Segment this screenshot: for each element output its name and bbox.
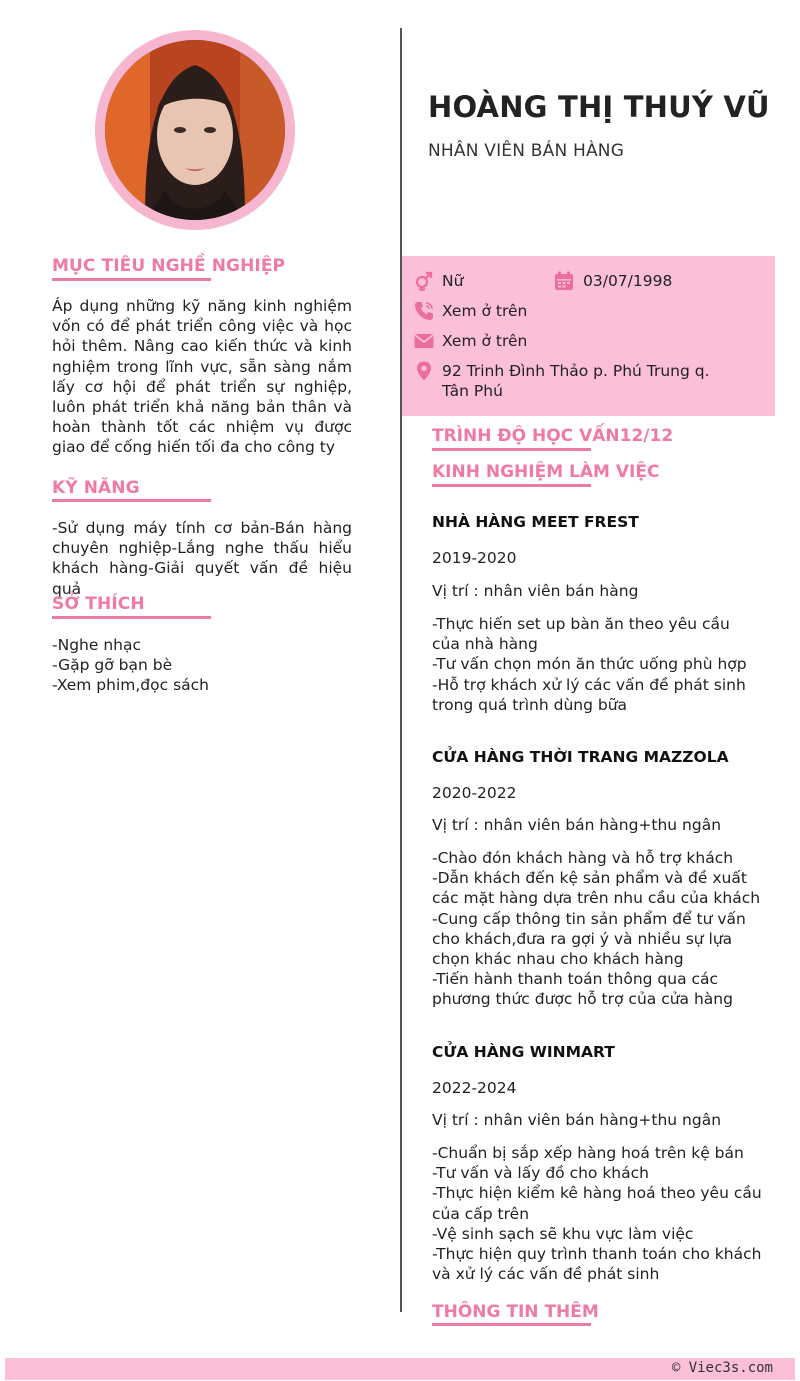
email-value: Xem ở trên [442,332,528,350]
contact-panel [402,256,775,416]
duty-item: -Cung cấp thông tin sản phẩm để tư vấn cho khách,đưa ra gợi ý và nhiều sự lựa chọn khác nhau cho khách hàng [432,909,746,969]
duty-item: -Thực hiến set up bàn ăn theo yêu cầu của nhà hàng [432,615,730,654]
job-title: NHÂN VIÊN BÁN HÀNG [428,141,625,161]
phone-icon [414,301,434,321]
phone-value: Xem ở trên [442,302,528,320]
job-period: 2019-2020 [432,549,517,567]
job-position: Vị trí : nhân viên bán hàng+thu ngân [432,1111,722,1129]
duty-item: -Tư vấn và lấy đồ cho khách [432,1164,649,1183]
footer-bar [5,1358,795,1380]
job-position: Vị trí : nhân viên bán hàng+thu ngân [432,816,722,834]
address-value: 92 Trinh Đình Thảo p. Phú Trung q. Tân Phú [442,362,710,400]
hobbies-list [52,635,352,696]
job-position: Vị trí : nhân viên bán hàng [432,582,639,600]
duty-item: -Vệ sinh sạch sẽ khu vực làm việc [432,1224,694,1243]
duty-item: -Thực hiện kiểm kê hàng hoá theo yêu cầu của cấp trên [432,1184,762,1223]
skills-title: KỸ NĂNG [52,478,140,498]
skills-underline [52,499,211,502]
envelope-icon [414,331,434,351]
avatar-frame [95,30,295,230]
job-company: NHÀ HÀNG MEET FREST [432,513,639,531]
hobby-item: -Nghe nhạc [52,636,141,654]
duty-item: -Tiến hành thanh toán thông qua các phương thức được hỗ trợ của cửa hàng [432,970,733,1009]
hobby-item: -Gặp gỡ bạn bè [52,656,173,675]
education-title [432,426,673,446]
gender-value: Nữ [442,272,464,290]
avatar-portrait [105,40,285,220]
candidate-name: HOÀNG THỊ THUÝ VŨ [428,90,770,124]
job-company: CỬA HÀNG THỜI TRANG MAZZOLA [432,748,729,766]
objective-underline [52,278,211,281]
duty-item: -Chuẩn bị sắp xếp hàng hoá trên kệ bán [432,1144,744,1162]
objective-text: Áp dụng những kỹ năng kinh nghiệm vốn có để phát triển công việc và học hỏi thêm. Nâng cao kiến thức và kinh nghiệm trong lĩnh vực, sẵn sàng nắm lấy cơ hội để phát triển sự nghiệp, luôn phát triển khả năng bản thân và hoàn thành tốt các nhiệm vụ được giao để cống hiến tối đa cho công ty [52,297,352,457]
footer-copyright: © Viec3s.com [671,1360,773,1376]
hobby-item: -Xem phim,đọc sách [52,676,209,695]
education-value: 12/12 [619,426,674,446]
gender-icon [414,271,434,291]
job-duties [432,848,762,1010]
duty-item: -Chào đón khách hàng và hỗ trợ khách [432,849,734,867]
extra-info-underline [432,1323,591,1326]
experience-title: KINH NGHIỆM LÀM VIỆC [432,462,660,482]
job-company: CỬA HÀNG WINMART [432,1043,615,1061]
calendar-icon [554,271,574,291]
hobbies-title: SỞ THÍCH [52,594,145,614]
education-label: TRÌNH ĐỘ HỌC VẤN [432,426,620,446]
education-underline [432,448,591,451]
job-duties [432,1143,762,1284]
duty-item: -Dẫn khách đến kệ sản phẩm và đề xuất các mặt hàng dựa trên nhu cầu của khách [432,869,761,908]
job-period: 2020-2022 [432,784,517,802]
objective-title: MỤC TIÊU NGHỀ NGHIỆP [52,256,286,276]
job-duties [432,614,762,715]
skills-text: -Sử dụng máy tính cơ bản-Bán hàng chuyên nghiệp-Lắng nghe thấu hiểu khách hàng-Giải quyết vấn đề hiệu quả [52,519,352,598]
duty-item: -Thực hiện quy trình thanh toán cho khách và xử lý các vấn đề phát sinh [432,1245,762,1284]
map-pin-icon [414,361,434,381]
avatar [105,40,285,220]
birthday-value: 03/07/1998 [583,272,673,290]
hobbies-underline [52,616,211,619]
extra-info-title: THÔNG TIN THÊM [432,1302,599,1322]
experience-underline [432,484,591,487]
job-period: 2022-2024 [432,1079,517,1097]
column-divider [400,28,402,1312]
duty-item: -Hỗ trợ khách xử lý các vấn đề phát sinh trong quá trình dùng bữa [432,675,746,714]
duty-item: -Tư vấn chọn món ăn thức uống phù hợp [432,655,747,674]
